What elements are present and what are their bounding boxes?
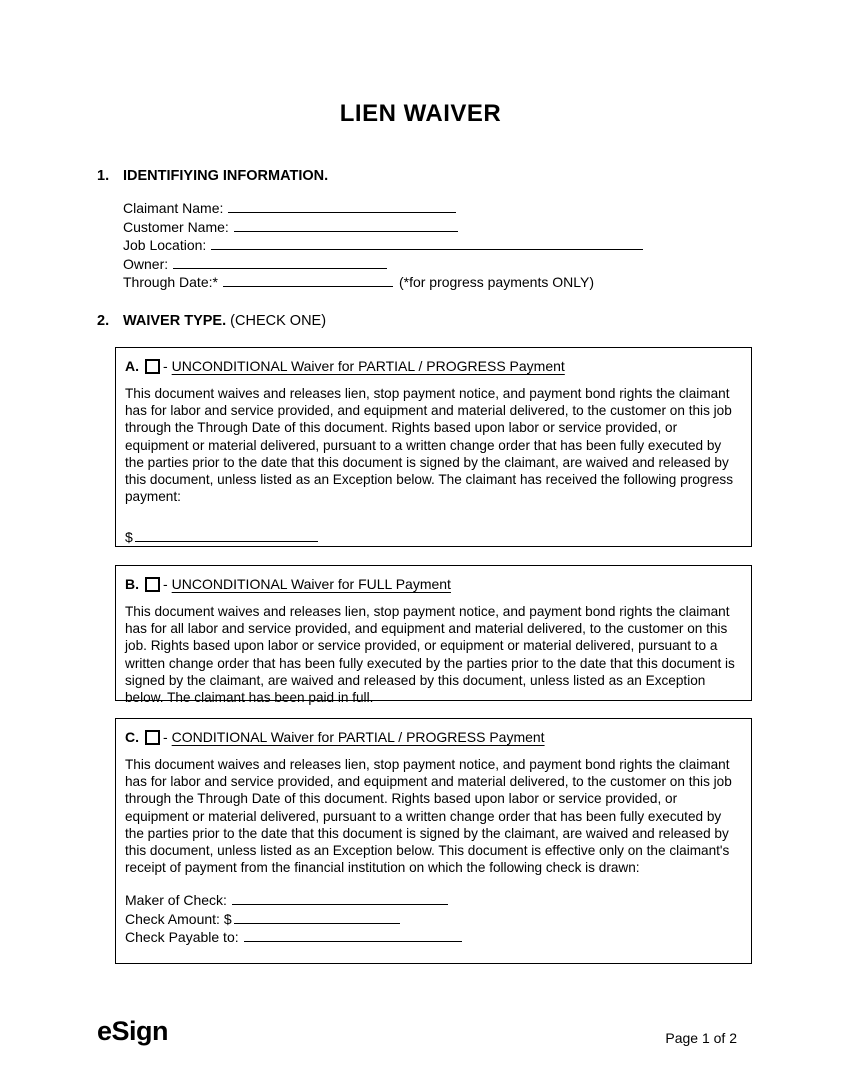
maker-of-check-row — [125, 891, 742, 909]
option-a-amount-row — [125, 529, 742, 545]
option-c-body: This document waives and releases lien, stop payment notice, and payment bond rights the claimant has for labor and service provided, and equipment and material delivered, to the customer on this job through the Through Date of this document. Rights based upon labor or service provided, or equipment or material delivered, pursuant to a written change order that has been fully executed by the parties prior to the date that this document is signed by the claimant, are waived and released by this document, unless listed as an Exception below. This document is effective only on the claimant's receipt of payment from the financial institution on which the following check is drawn: — [125, 757, 732, 876]
esign-logo: eSign — [97, 1016, 169, 1046]
option-b-body: This document waives and releases lien, stop payment notice, and payment bond rights the claimant has for all labor and service provided, and equipment and material delivered, to the customer on this job. Rights based upon labor or service provided, or equipment or material delivered, pursuant to a written change order that has been fully executed by the parties prior to the date that this document is signed by the claimant, are waived and released by this document, unless listed as an Exception below. The claimant has been paid in full. — [125, 604, 735, 706]
through-date-label: Through Date:* — [123, 274, 218, 291]
section2-heading-text: WAIVER TYPE. — [123, 313, 227, 329]
check-amount-row — [125, 910, 742, 928]
check-payable-label: Check Payable to: — [125, 929, 239, 946]
job-location-line[interactable] — [211, 237, 643, 250]
option-a-separator: - — [163, 358, 168, 374]
option-b-title: UNCONDITIONAL Waiver for FULL Payment — [171, 576, 451, 592]
option-a-letter: A. — [125, 358, 139, 374]
option-a-amount-line[interactable] — [135, 529, 318, 542]
option-a-header — [125, 356, 742, 376]
option-b-separator: - — [163, 576, 168, 592]
waiver-option-b-box — [115, 565, 752, 706]
through-date-line[interactable] — [223, 274, 393, 287]
option-b-header — [125, 574, 742, 594]
page-title: LIEN WAIVER — [339, 100, 502, 127]
waiver-option-a-box — [115, 347, 752, 547]
maker-of-check-label: Maker of Check: — [125, 892, 227, 909]
claimant-name-line[interactable] — [228, 200, 456, 213]
option-a-title: UNCONDITIONAL Waiver for PARTIAL / PROGRESS Payment — [171, 358, 565, 374]
waiver-option-c-box — [115, 718, 752, 964]
section2-heading-note: (CHECK ONE) — [230, 313, 327, 329]
section1-heading — [97, 168, 328, 184]
job-location-row — [123, 236, 643, 255]
page-number-label: Page 1 of 2 — [665, 1030, 737, 1046]
section1-number: 1. — [97, 168, 110, 184]
check-amount-line[interactable] — [234, 911, 400, 924]
check-payable-line[interactable] — [244, 929, 462, 942]
owner-line[interactable] — [173, 256, 387, 269]
option-b-checkbox[interactable] — [145, 577, 160, 592]
section2-number: 2. — [97, 313, 110, 329]
customer-name-label: Customer Name: — [123, 218, 229, 235]
through-date-row — [123, 273, 643, 292]
option-c-check-fields — [125, 891, 742, 946]
section2-heading — [97, 313, 326, 329]
maker-of-check-line[interactable] — [232, 892, 448, 905]
option-c-separator: - — [163, 729, 168, 745]
owner-row — [123, 255, 643, 274]
option-a-checkbox[interactable] — [145, 359, 160, 374]
check-payable-row — [125, 928, 742, 946]
owner-label: Owner: — [123, 255, 169, 272]
option-c-title: CONDITIONAL Waiver for PARTIAL / PROGRESS Payment — [171, 729, 545, 745]
option-c-letter: C. — [125, 729, 139, 745]
option-a-amount-prefix: $ — [125, 529, 133, 546]
option-b-letter: B. — [125, 576, 139, 592]
claimant-name-label: Claimant Name: — [123, 200, 224, 216]
claimant-name-row — [123, 199, 643, 218]
check-amount-label: Check Amount: $ — [125, 910, 232, 927]
through-date-note: (*for progress payments ONLY) — [398, 274, 594, 291]
option-a-body: This document waives and releases lien, stop payment notice, and payment bond rights the claimant has for labor and service provided, and equipment and material delivered, to the customer on this job through the Through Date of this document. Rights based upon labor or service provided, or equipment or material delivered, pursuant to a written change order that has been fully executed by the parties prior to the date that this document is signed by the claimant, are waived and released by this document, unless listed as an Exception below. The claimant has received the following progress payment: — [125, 386, 734, 505]
customer-name-line[interactable] — [234, 219, 458, 232]
identifying-fields — [123, 199, 643, 292]
option-c-checkbox[interactable] — [145, 730, 160, 745]
job-location-label: Job Location: — [123, 237, 207, 254]
customer-name-row — [123, 218, 643, 237]
option-c-header — [125, 727, 742, 747]
section1-heading-text: IDENTIFIYING INFORMATION. — [123, 168, 329, 184]
